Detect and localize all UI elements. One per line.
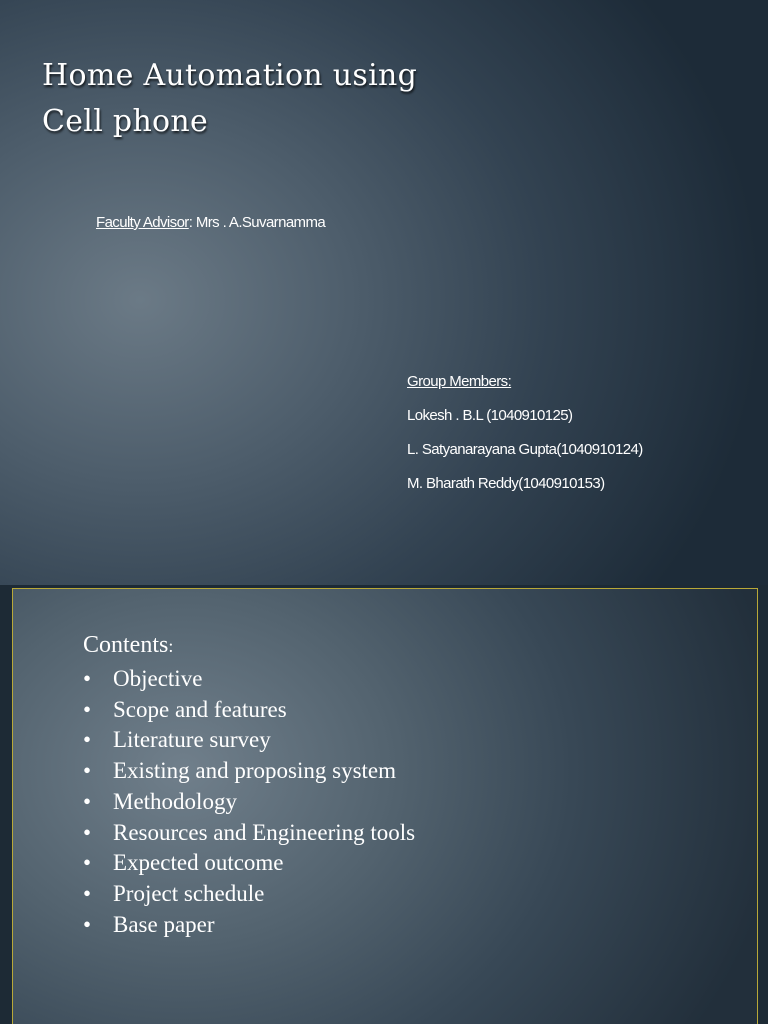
contents-item [83, 664, 415, 695]
group-member: Lokesh . B.L (1040910125) [407, 407, 573, 424]
bullet-icon: • [83, 758, 92, 784]
contents-item [83, 879, 415, 910]
contents-item-text: Base paper [113, 911, 215, 937]
faculty-advisor-name: : Mrs . A.Suvarnamma [188, 214, 326, 231]
contents-item-text: Resources and Engineering tools [113, 819, 416, 845]
contents-item-text: Existing and proposing system [113, 758, 397, 784]
contents-item [83, 910, 415, 941]
slide-title-line-2: Cell phone [42, 104, 209, 139]
contents-item-text: Objective [113, 666, 203, 691]
contents-item-text: Project schedule [113, 880, 265, 906]
bullet-icon: • [83, 696, 92, 722]
contents-item [83, 756, 415, 787]
contents-item [83, 818, 415, 849]
group-member: M. Bharath Reddy(1040910153) [407, 475, 605, 492]
bullet-icon: • [83, 788, 92, 814]
bullet-icon: • [83, 819, 92, 845]
contents-item-text: Expected outcome [113, 850, 284, 876]
faculty-advisor [96, 214, 325, 231]
contents-item-text: Literature survey [113, 727, 271, 753]
bullet-icon: • [83, 727, 92, 753]
bullet-icon: • [83, 911, 92, 937]
contents-item-text: Scope and features [113, 696, 287, 722]
slide-title [42, 53, 417, 145]
bullet-icon: • [83, 880, 92, 906]
group-member: L. Satyanarayana Gupta(1040910124) [407, 441, 643, 458]
contents-item [83, 787, 415, 818]
group-members [407, 371, 643, 507]
contents-slide-frame [12, 588, 758, 1024]
contents-section [83, 629, 415, 940]
contents-heading-colon: : [168, 636, 174, 656]
contents-item [83, 725, 415, 756]
contents-list [83, 664, 415, 940]
bullet-icon: • [83, 850, 92, 876]
bullet-icon: • [83, 666, 92, 691]
contents-slide [0, 585, 768, 1024]
group-members-heading: Group Members: [407, 373, 512, 390]
faculty-advisor-label: Faculty Advisor [96, 214, 189, 231]
contents-item [83, 695, 415, 726]
contents-item [83, 848, 415, 879]
contents-item-text: Methodology [113, 788, 237, 814]
contents-heading [83, 629, 415, 662]
contents-heading-text: Contents [83, 632, 169, 658]
slide-title-line-1: Home Automation using [42, 58, 418, 93]
